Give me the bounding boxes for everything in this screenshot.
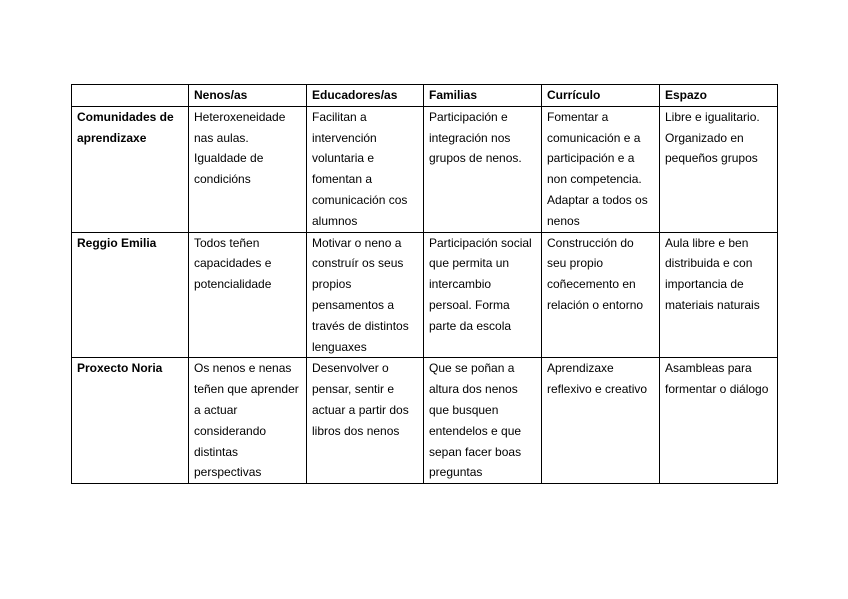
cell-text-line: Construcción do xyxy=(547,235,634,250)
cell-text-line: pensar, sentir e xyxy=(312,382,395,397)
header-row xyxy=(72,85,778,107)
cell-text-line: sepan facer boas xyxy=(429,444,522,459)
cell-text-line: lenguaxes xyxy=(312,339,367,354)
cell-text-line: voluntaria e xyxy=(312,151,375,166)
cell-text-line: Adaptar a todos os xyxy=(547,192,648,207)
cell-text-line: importancia de xyxy=(665,277,744,292)
cell-text-line: construír os seus xyxy=(312,256,404,271)
cell-text-line: condicións xyxy=(194,172,251,187)
table-cell-educadores xyxy=(307,358,424,484)
cell-text-line: Os nenos e nenas xyxy=(194,361,292,376)
cell-text-line: propios xyxy=(312,277,352,292)
cell-text-line: parte da escola xyxy=(429,318,512,333)
header-cell-familias: Familias xyxy=(424,85,542,107)
cell-text-line: Participación e xyxy=(429,109,508,124)
header-cell-espazo: Espazo xyxy=(660,85,778,107)
row-label-cell xyxy=(72,106,189,232)
cell-text-line: participación e a xyxy=(547,151,635,166)
cell-text-line: intervención xyxy=(312,130,377,145)
cell-text-line: nas aulas. xyxy=(194,130,249,145)
cell-text-line: Libre e igualitario. xyxy=(665,109,760,124)
table-cell-familias xyxy=(424,106,542,232)
cell-text-line: non competencia. xyxy=(547,172,642,187)
cell-text-line: fomentan a xyxy=(312,172,373,187)
cell-text-line: alumnos xyxy=(312,213,358,228)
cell-text-line: coñecemento en xyxy=(547,277,636,292)
cell-text-line: distintas xyxy=(194,444,239,459)
cell-text-line: persoal. Forma xyxy=(429,297,510,312)
row-label-line: aprendizaxe xyxy=(77,130,147,145)
cell-text-line: Facilitan a xyxy=(312,109,367,124)
cell-text-line: entendelos e que xyxy=(429,423,522,438)
header-cell-curriculo: Currículo xyxy=(542,85,660,107)
header-cell-corner xyxy=(72,85,189,107)
cell-text-line: Participación social xyxy=(429,235,532,250)
table-row-comunidades-de-aprendizaxe xyxy=(72,106,778,232)
cell-text-line: que permita un xyxy=(429,256,510,271)
row-label-cell xyxy=(72,232,189,358)
cell-text-line: preguntas xyxy=(429,465,483,480)
row-label-line: Proxecto Noria xyxy=(77,361,163,376)
cell-text-line: considerando xyxy=(194,423,267,438)
cell-text-line: integración nos xyxy=(429,130,511,145)
cell-text-line: intercambio xyxy=(429,277,492,292)
cell-text-line: Que se poñan a xyxy=(429,361,515,376)
cell-text-line: capacidades e xyxy=(194,256,272,271)
cell-text-line: pensamentos a xyxy=(312,297,395,312)
cell-text-line: Asambleas para xyxy=(665,361,752,376)
table-cell-familias xyxy=(424,358,542,484)
cell-text-line: Heteroxeneidade xyxy=(194,109,286,124)
cell-text-line: materiais naturais xyxy=(665,297,760,312)
table-body xyxy=(72,106,778,483)
cell-text-line: Aula libre e ben xyxy=(665,235,749,250)
cell-text-line: distribuida e con xyxy=(665,256,753,271)
cell-text-line: seu propio xyxy=(547,256,604,271)
comparison-table xyxy=(71,84,778,484)
cell-text-line: actuar a partir dos xyxy=(312,402,409,417)
header-cell-nenos: Nenos/as xyxy=(189,85,307,107)
table-cell-espazo xyxy=(660,232,778,358)
cell-text-line: Desenvolver o xyxy=(312,361,389,376)
cell-text-line: a actuar xyxy=(194,402,238,417)
cell-text-line: potencialidade xyxy=(194,277,272,292)
cell-text-line: comunicación cos xyxy=(312,192,408,207)
row-label-cell xyxy=(72,358,189,484)
cell-text-line: comunicación e a xyxy=(547,130,641,145)
cell-text-line: formentar o diálogo xyxy=(665,382,769,397)
cell-text-line: libros dos nenos xyxy=(312,423,400,438)
cell-text-line: Fomentar a xyxy=(547,109,609,124)
table-cell-espazo xyxy=(660,358,778,484)
row-label-line: Reggio Emilia xyxy=(77,235,157,250)
table-row-reggio-emilia xyxy=(72,232,778,358)
cell-text-line: Aprendizaxe xyxy=(547,361,614,376)
table-cell-espazo xyxy=(660,106,778,232)
row-label-line: Comunidades de xyxy=(77,109,174,124)
cell-text-line: través de distintos xyxy=(312,318,409,333)
table-cell-nenos xyxy=(189,232,307,358)
table-cell-educadores xyxy=(307,106,424,232)
cell-text-line: pequeños grupos xyxy=(665,151,758,166)
cell-text-line: reflexivo e creativo xyxy=(547,382,648,397)
cell-text-line: Igualdade de xyxy=(194,151,264,166)
table-cell-nenos xyxy=(189,358,307,484)
table-cell-curriculo xyxy=(542,106,660,232)
cell-text-line: Motivar o neno a xyxy=(312,235,402,250)
cell-text-line: nenos xyxy=(547,213,580,228)
cell-text-line: Todos teñen xyxy=(194,235,260,250)
cell-text-line: teñen que aprender xyxy=(194,382,299,397)
table-cell-educadores xyxy=(307,232,424,358)
header-cell-educadores: Educadores/as xyxy=(307,85,424,107)
cell-text-line: que busquen xyxy=(429,402,499,417)
table-cell-familias xyxy=(424,232,542,358)
cell-text-line: Organizado en xyxy=(665,130,744,145)
table-cell-curriculo xyxy=(542,232,660,358)
cell-text-line: grupos de nenos. xyxy=(429,151,522,166)
table-row-proxecto-noria xyxy=(72,358,778,484)
table-cell-curriculo xyxy=(542,358,660,484)
cell-text-line: altura dos nenos xyxy=(429,382,518,397)
cell-text-line: relación o entorno xyxy=(547,297,644,312)
table-cell-nenos xyxy=(189,106,307,232)
cell-text-line: perspectivas xyxy=(194,465,262,480)
